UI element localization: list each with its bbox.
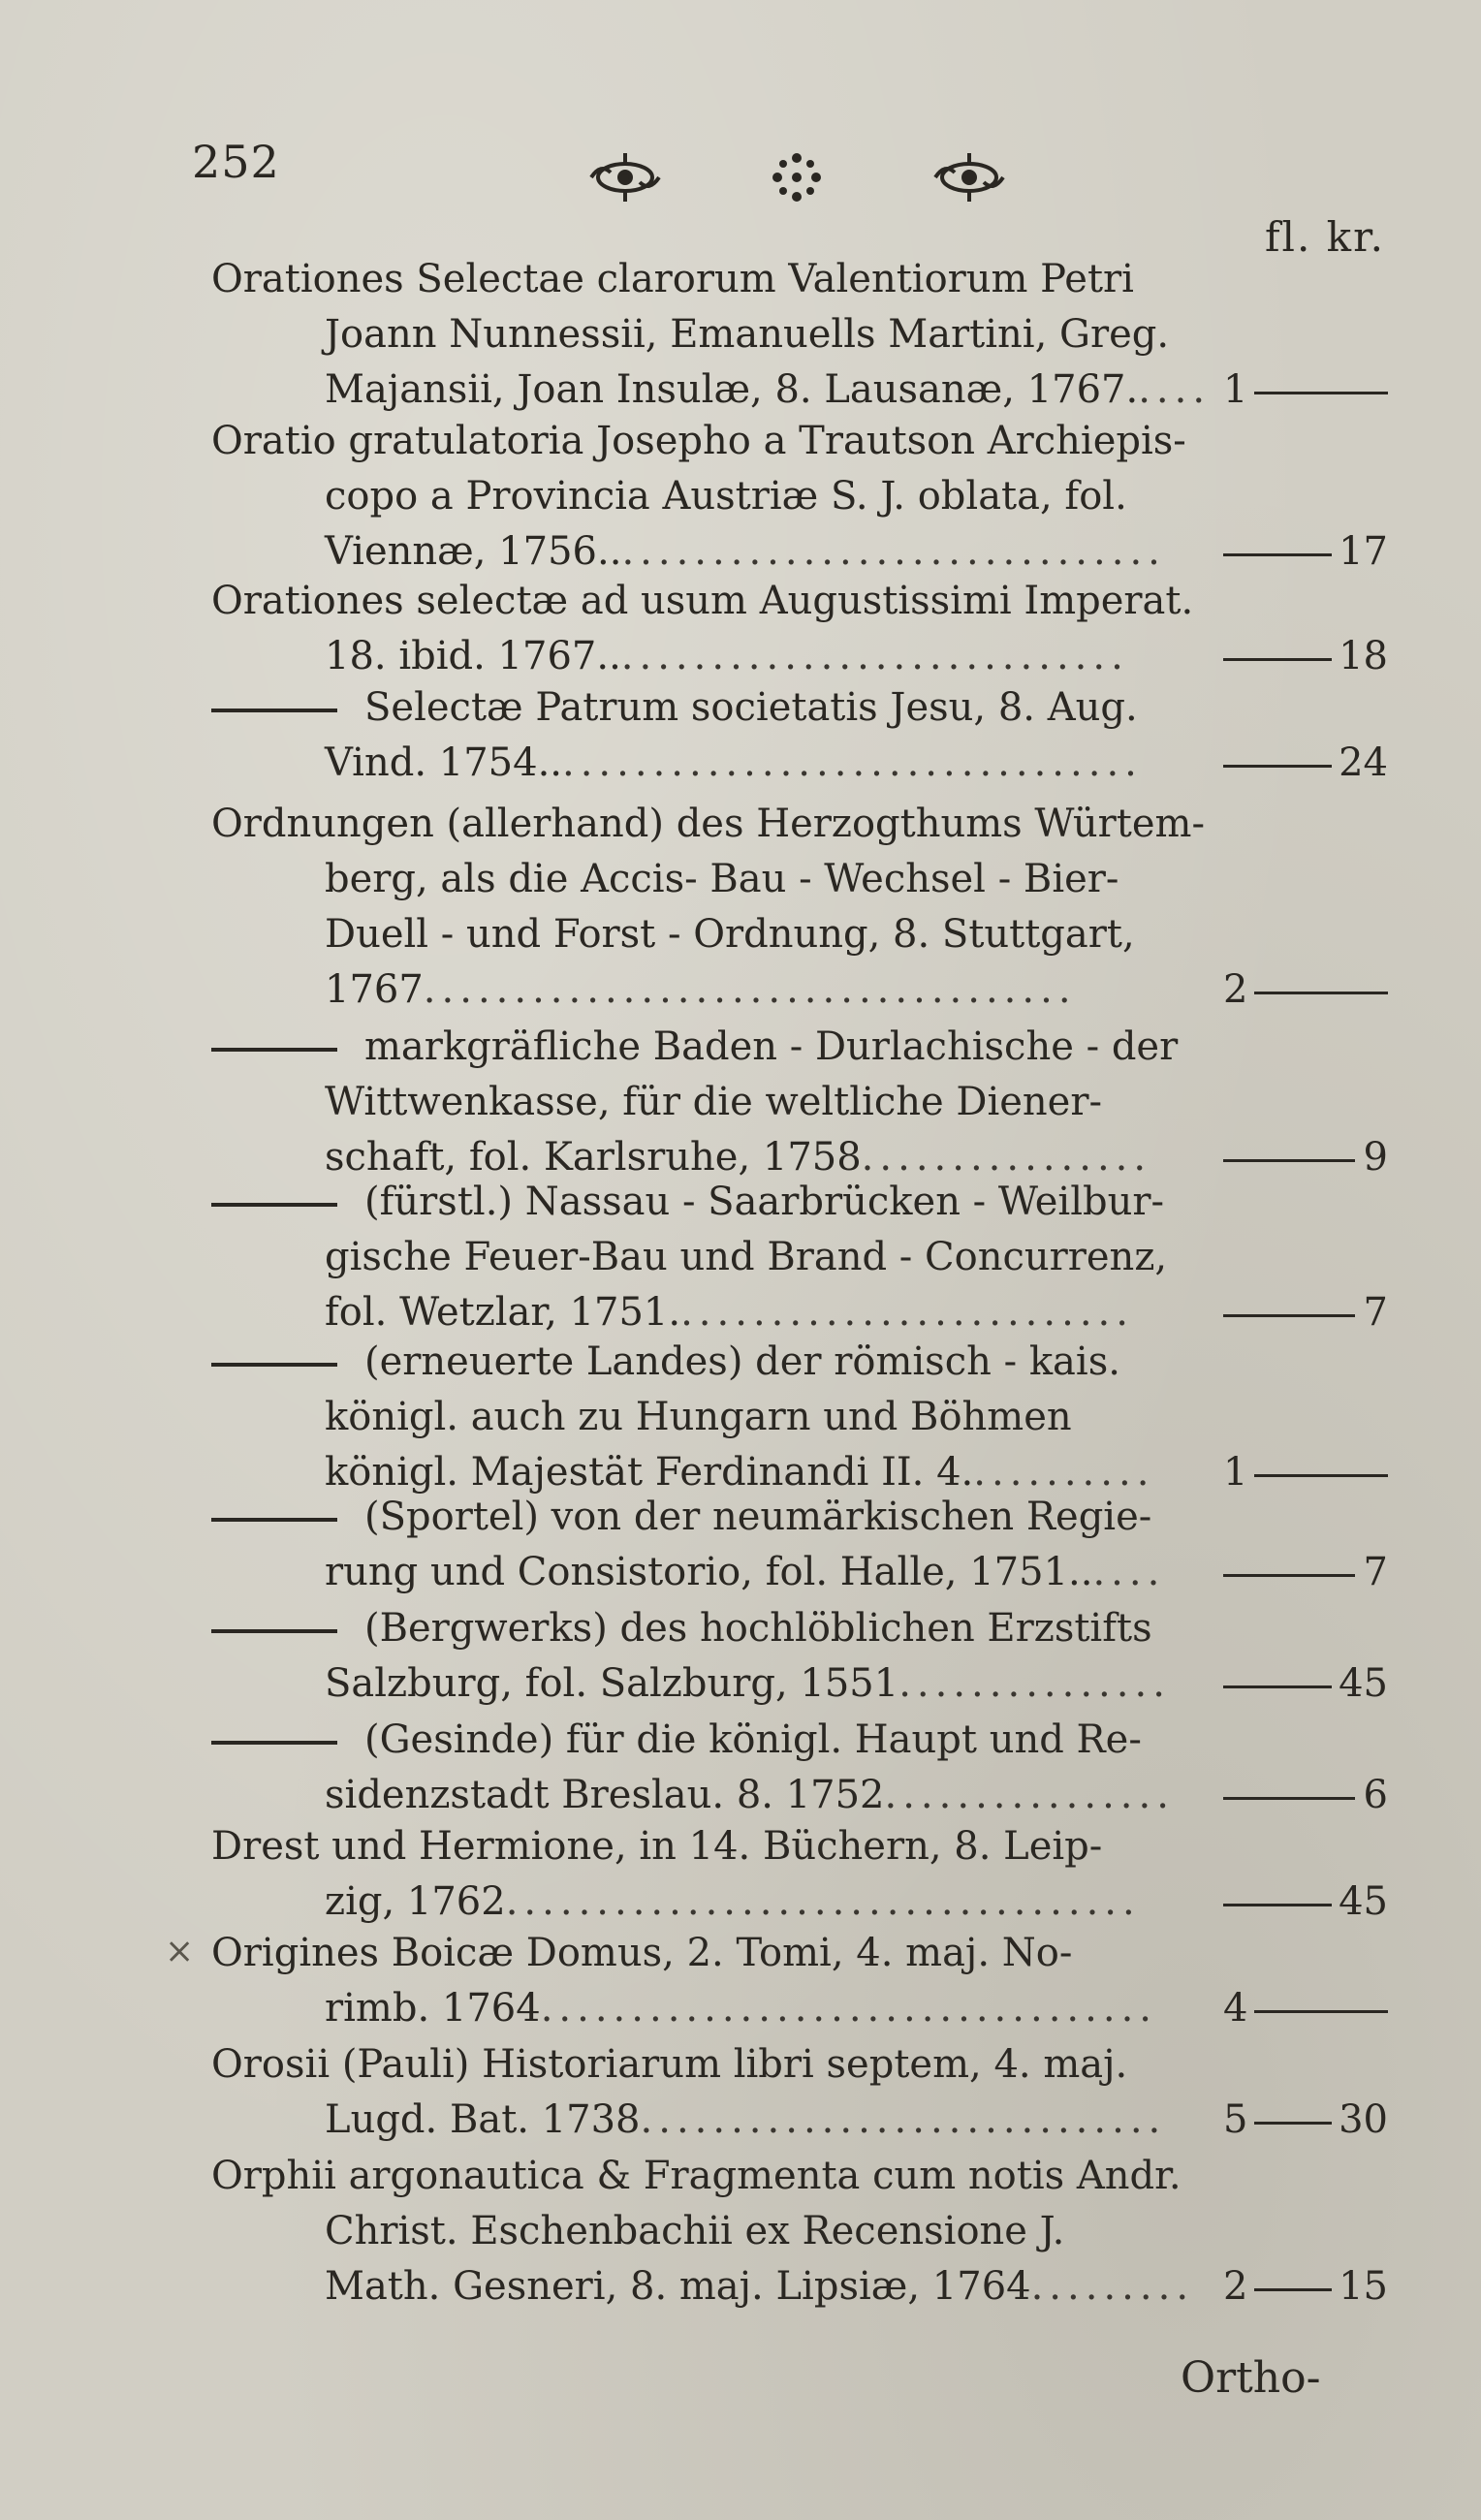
dot-leaders: ................................ xyxy=(562,740,1143,785)
dot-leaders: ......... xyxy=(1030,2264,1195,2309)
price-cell xyxy=(1223,1766,1388,1824)
entry-title-line xyxy=(211,2035,1127,2094)
entry-title-line xyxy=(211,1018,1178,1076)
price-cell xyxy=(1223,1443,1388,1501)
price-kreuzer: 9 xyxy=(1363,1135,1388,1180)
entry-text: Origines Boicæ Domus, 2. Tomi, 4. maj. No- xyxy=(211,1931,1073,1975)
entry-continuation-line xyxy=(325,467,1127,525)
entry-text: gische Feuer-Bau und Brand - Concurrenz, xyxy=(325,1235,1168,1279)
price-rule xyxy=(1223,1574,1355,1577)
price-kreuzer: 45 xyxy=(1339,1879,1388,1924)
price-rule xyxy=(1223,658,1332,661)
entry-title-line xyxy=(211,1333,1120,1391)
entry-continuation-line xyxy=(325,1766,1175,1824)
dot-leaders: ............................ xyxy=(620,634,1129,678)
price-cell xyxy=(1223,1654,1388,1713)
dot-leaders: ............................. xyxy=(640,2097,1167,2142)
entry-continuation-line xyxy=(325,1073,1102,1131)
price-kreuzer: 7 xyxy=(1363,1550,1388,1594)
entry-text: Orosii (Pauli) Historiarum libri septem, 4. maj. xyxy=(211,2042,1128,2087)
ditto-dash xyxy=(211,1363,337,1367)
price-kreuzer: 30 xyxy=(1339,2097,1388,2142)
price-rule xyxy=(1254,2288,1332,2291)
entry-text: Majansii, Joan Insulæ, 8. Lausanæ, 1767. xyxy=(325,367,1139,412)
price-rule xyxy=(1223,1685,1332,1688)
price-cell xyxy=(1223,1128,1388,1186)
currency-column-header: fl. kr. xyxy=(1265,213,1385,261)
entry-text: sidenzstadt Breslau. 8. 1752 xyxy=(325,1773,885,1817)
price-rule xyxy=(1223,553,1332,556)
entry-title-line xyxy=(211,1173,1164,1231)
price-kreuzer: 7 xyxy=(1363,1290,1388,1335)
ditto-dash xyxy=(211,1518,337,1522)
entry-text: zig, 1762 xyxy=(325,1879,506,1924)
price-rule xyxy=(1223,765,1332,768)
dot-leaders: ................ xyxy=(861,1135,1152,1180)
entry-text: Viennæ, 1756.. xyxy=(325,529,622,574)
entry-continuation-line xyxy=(325,1979,1157,2037)
entry-text: Orphii argonautica & Fragmenta cum notis Andr. xyxy=(211,2154,1182,2198)
entry-title-line xyxy=(211,1488,1151,1546)
entry-text: schaft, fol. Karlsruhe, 1758 xyxy=(325,1135,862,1180)
entry-continuation-line xyxy=(325,1228,1167,1286)
price-cell xyxy=(1223,1979,1388,2037)
margin-mark: × xyxy=(165,1932,195,1971)
entry-text: Orationes Selectae clarorum Valentiorum Petri xyxy=(211,257,1134,301)
price-kreuzer: 24 xyxy=(1339,740,1388,785)
entry-text: 1767 xyxy=(325,967,424,1012)
entry-text: Math. Gesneri, 8. maj. Lipsiæ, 1764 xyxy=(325,2264,1031,2309)
entry-title-line xyxy=(211,1924,1072,1982)
dot-leaders: ................................... xyxy=(505,1879,1141,1924)
dot-leaders: .... xyxy=(1092,1550,1166,1594)
entry-text: copo a Provincia Austriæ S. J. oblata, fol. xyxy=(325,474,1127,519)
entry-text: Wittwenkasse, für die weltliche Diener- xyxy=(325,1080,1102,1124)
price-cell xyxy=(1223,1543,1388,1601)
price-florins: 1 xyxy=(1223,367,1248,412)
entry-continuation-line xyxy=(325,961,1077,1019)
price-rule xyxy=(1254,992,1388,994)
entry-continuation-line xyxy=(325,305,1169,363)
entry-text: (Gesinde) für die königl. Haupt und Re- xyxy=(364,1717,1142,1762)
price-rule xyxy=(1223,1797,1355,1800)
price-rule xyxy=(1254,2122,1332,2125)
entry-continuation-line xyxy=(325,734,1143,792)
entry-text: königl. auch zu Hungarn und Böhmen xyxy=(325,1395,1072,1439)
page-number: 252 xyxy=(192,136,280,188)
price-cell xyxy=(1223,2091,1388,2149)
entry-continuation-line xyxy=(325,2257,1194,2315)
entry-text: Ordnungen (allerhand) des Herzogthums Würtem- xyxy=(211,802,1205,846)
price-cell xyxy=(1223,627,1388,685)
price-cell xyxy=(1223,961,1388,1019)
entry-text: Drest und Hermione, in 14. Büchern, 8. Leip- xyxy=(211,1824,1103,1869)
price-rule xyxy=(1254,2010,1388,2013)
price-rule xyxy=(1223,1904,1332,1906)
price-cell xyxy=(1223,1873,1388,1931)
price-cell xyxy=(1223,1283,1388,1341)
dot-leaders: .... xyxy=(1138,367,1212,412)
price-rule xyxy=(1223,1314,1355,1317)
entry-continuation-line xyxy=(325,2091,1166,2149)
catchword: Ortho- xyxy=(1181,2353,1321,2403)
entry-text: (fürstl.) Nassau - Saarbrücken - Weilbur- xyxy=(364,1180,1165,1224)
entry-title-line xyxy=(211,795,1205,853)
price-kreuzer: 17 xyxy=(1339,529,1388,574)
entry-text: (erneuerte Landes) der römisch - kais. xyxy=(364,1339,1120,1384)
entry-text: königl. Majestät Ferdinandi II. 4. xyxy=(325,1450,974,1495)
entry-continuation-line xyxy=(325,627,1129,685)
ditto-dash xyxy=(211,1203,337,1207)
entry-text: (Sportel) von der neumärkischen Regie- xyxy=(364,1495,1152,1539)
entry-text: Salzburg, fol. Salzburg, 1551 xyxy=(325,1661,899,1706)
dot-leaders: ......................... xyxy=(680,1290,1134,1335)
entry-text: rung und Consistorio, fol. Halle, 1751.. xyxy=(325,1550,1093,1594)
entry-text: Lugd. Bat. 1738 xyxy=(325,2097,641,2142)
entry-continuation-line xyxy=(325,905,1135,963)
entry-text: Christ. Eschenbachii ex Recensione J. xyxy=(325,2209,1065,2253)
price-cell xyxy=(1223,2257,1388,2315)
entry-title-line xyxy=(211,2147,1182,2205)
entry-text: (Bergwerks) des hochlöblichen Erzstifts xyxy=(364,1606,1152,1651)
entry-title-line xyxy=(211,1711,1142,1769)
price-rule xyxy=(1223,1159,1355,1162)
dot-leaders: .................................... xyxy=(423,967,1077,1012)
entry-text: 18. ibid. 1767.. xyxy=(325,634,621,678)
entry-title-line xyxy=(211,1599,1152,1657)
ditto-dash xyxy=(211,1629,337,1633)
dot-leaders: ................ xyxy=(884,1773,1175,1817)
ditto-dash xyxy=(211,709,337,712)
entry-continuation-line xyxy=(325,1388,1072,1446)
entry-text: Joann Nunnessii, Emanuells Martini, Greg. xyxy=(325,312,1170,357)
price-florins: 1 xyxy=(1223,1450,1248,1495)
entry-text: Oratio gratulatoria Josepho a Trautson Archiepis- xyxy=(211,419,1186,463)
entry-title-line xyxy=(211,1817,1102,1875)
entry-title-line xyxy=(211,412,1186,470)
price-florins: 4 xyxy=(1223,1986,1248,2031)
price-florins: 2 xyxy=(1223,967,1248,1012)
entry-text: Duell - und Forst - Ordnung, 8. Stuttgart, xyxy=(325,912,1135,957)
entry-continuation-line xyxy=(325,361,1211,419)
entry-text: Orationes selectæ ad usum Augustissimi Imperat. xyxy=(211,579,1194,623)
dot-leaders: .............................. xyxy=(621,529,1166,574)
price-kreuzer: 15 xyxy=(1339,2264,1388,2309)
entry-title-line xyxy=(211,250,1134,308)
price-kreuzer: 18 xyxy=(1339,634,1388,678)
price-cell xyxy=(1223,734,1388,792)
price-kreuzer: 6 xyxy=(1363,1773,1388,1817)
entry-continuation-line xyxy=(325,850,1119,908)
price-rule xyxy=(1254,1474,1388,1477)
price-rule xyxy=(1254,392,1388,394)
entry-continuation-line xyxy=(325,2202,1064,2260)
entry-title-line xyxy=(211,572,1193,630)
entry-text: Vind. 1754.. xyxy=(325,740,562,785)
entry-text: Selectæ Patrum societatis Jesu, 8. Aug. xyxy=(364,685,1138,730)
ditto-dash xyxy=(211,1048,337,1052)
price-cell xyxy=(1223,522,1388,581)
price-cell xyxy=(1223,361,1388,419)
ditto-dash xyxy=(211,1741,337,1745)
dot-leaders: .................................. xyxy=(540,1986,1157,2031)
entry-text: markgräfliche Baden - Durlachische - der xyxy=(364,1024,1179,1069)
entry-continuation-line xyxy=(325,1873,1141,1931)
entry-title-line xyxy=(211,678,1138,737)
price-kreuzer: 45 xyxy=(1339,1661,1388,1706)
entry-text: fol. Wetzlar, 1751. xyxy=(325,1290,681,1335)
dot-leaders: ............... xyxy=(898,1661,1171,1706)
price-florins: 5 xyxy=(1223,2097,1248,2142)
entry-text: rimb. 1764 xyxy=(325,1986,541,2031)
entry-continuation-line xyxy=(325,1543,1165,1601)
dot-leaders: .......... xyxy=(973,1450,1155,1495)
entry-continuation-line xyxy=(325,1654,1171,1713)
entry-text: berg, als die Accis- Bau - Wechsel - Bier- xyxy=(325,857,1119,901)
price-florins: 2 xyxy=(1223,2264,1248,2309)
